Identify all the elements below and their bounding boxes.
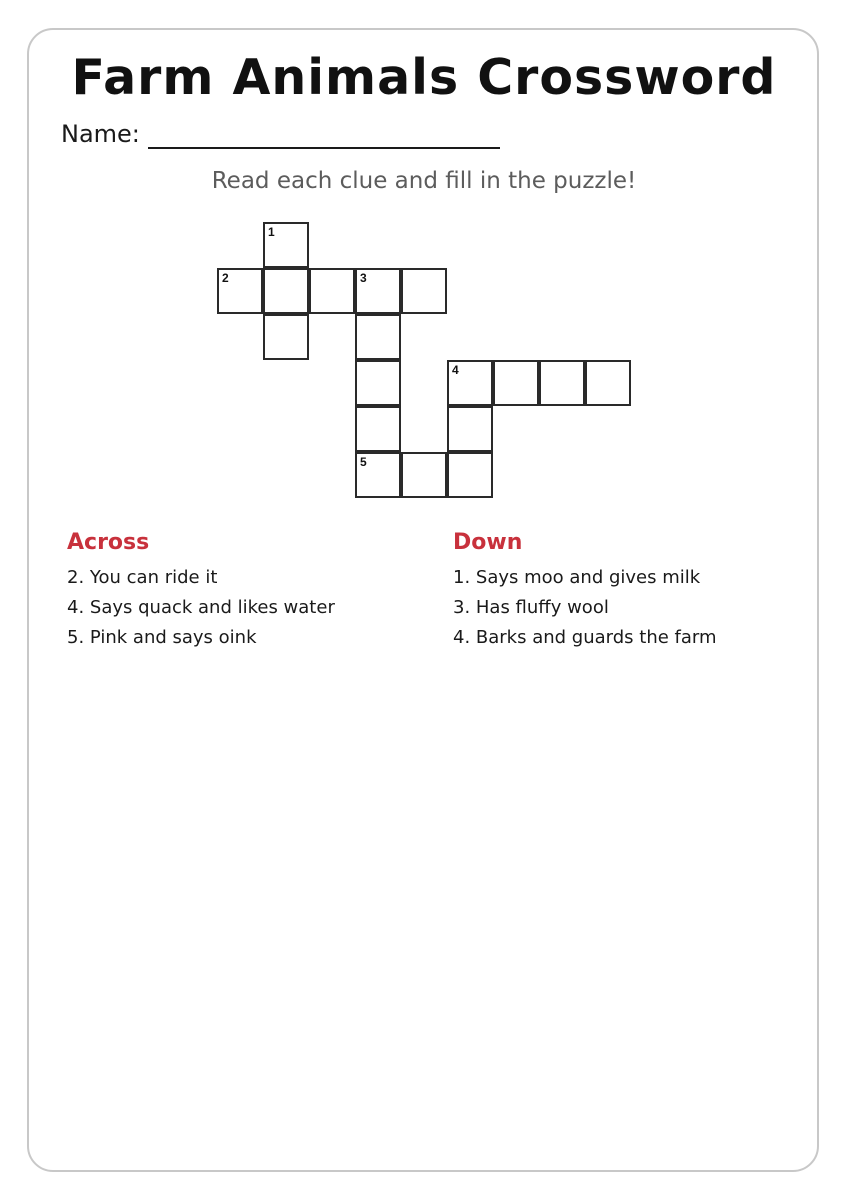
crossword-cell[interactable] xyxy=(355,406,401,452)
down-heading: Down xyxy=(453,530,523,555)
crossword-cell[interactable] xyxy=(447,452,493,498)
crossword-cell[interactable] xyxy=(309,268,355,314)
crossword-cell[interactable] xyxy=(355,268,401,314)
name-row xyxy=(61,119,500,149)
clue-number: 3 xyxy=(360,271,367,285)
instructions: Read each clue and fill in the puzzle! xyxy=(211,168,637,194)
crossword-cell[interactable] xyxy=(447,406,493,452)
across-clues-section xyxy=(67,529,427,653)
clue-number: 4 xyxy=(452,363,459,377)
crossword-cell[interactable] xyxy=(263,222,309,268)
clue-number: 5 xyxy=(360,455,367,469)
crossword-cell[interactable] xyxy=(447,360,493,406)
name-blank-line[interactable] xyxy=(148,121,500,149)
clue-number: 1 xyxy=(268,225,275,239)
crossword-cell[interactable] xyxy=(493,360,539,406)
crossword-cell[interactable] xyxy=(355,360,401,406)
worksheet-title: Farm Animals Crossword xyxy=(71,49,777,106)
crossword-cell[interactable] xyxy=(401,268,447,314)
crossword-cell[interactable] xyxy=(585,360,631,406)
down-clues-section xyxy=(453,529,813,653)
crossword-cell[interactable] xyxy=(355,314,401,360)
across-clue: 4. Says quack and likes water xyxy=(67,597,335,618)
across-clue: 5. Pink and says oink xyxy=(67,627,257,648)
across-heading: Across xyxy=(67,530,150,555)
clue-number: 2 xyxy=(222,271,229,285)
crossword-cell[interactable] xyxy=(355,452,401,498)
name-label: Name: xyxy=(61,120,140,148)
down-clue: 3. Has fluffy wool xyxy=(453,597,609,618)
across-clue: 2. You can ride it xyxy=(67,567,218,588)
down-clue: 4. Barks and guards the farm xyxy=(453,627,717,648)
crossword-cell[interactable] xyxy=(401,452,447,498)
crossword-cell[interactable] xyxy=(539,360,585,406)
crossword-cell[interactable] xyxy=(217,268,263,314)
crossword-cell[interactable] xyxy=(263,314,309,360)
crossword-cell[interactable] xyxy=(263,268,309,314)
down-clue: 1. Says moo and gives milk xyxy=(453,567,701,588)
